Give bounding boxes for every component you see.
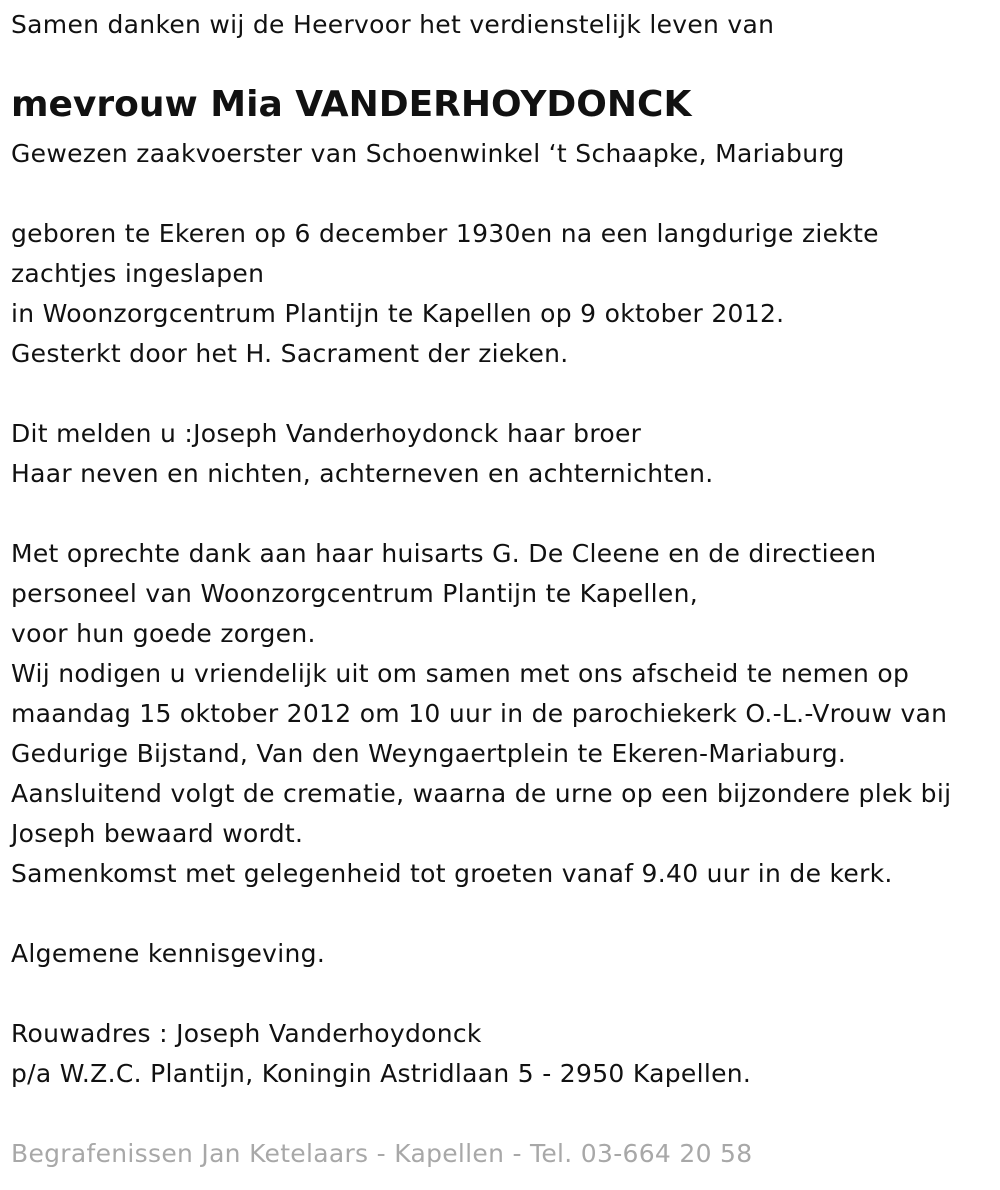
subtitle-text: Gewezen zaakvoerster van Schoenwinkel ‘t Schaapke, Mariaburg [11, 139, 845, 168]
thanks-line: Joseph bewaard wordt. [11, 819, 304, 848]
thanks-line: Samenkomst met gelegenheid tot groeten vanaf 9.40 uur in de kerk. [11, 859, 893, 888]
birth-line: Gesterkt door het H. Sacrament der zieken. [11, 339, 569, 368]
thanks-line: Wij nodigen u vriendelijk uit om samen met ons afscheid te nemen op [11, 659, 910, 688]
thanks-line: Met oprechte dank aan haar huisarts G. De Cleene en de directieen [11, 539, 877, 568]
thanks-line: Aansluitend volgt de crematie, waarna de urne op een bijzondere plek bij [11, 779, 952, 808]
funeral-home-footer: Begrafenissen Jan Ketelaars - Kapellen - Tel. 03-664 20 58 [11, 1139, 753, 1168]
birth-line: in Woonzorgcentrum Plantijn te Kapellen op 9 oktober 2012. [11, 299, 785, 328]
thanks-line: personeel van Woonzorgcentrum Plantijn te Kapellen, [11, 579, 698, 608]
address-line: Rouwadres : Joseph Vanderhoydonck [11, 1019, 482, 1048]
birth-line: geboren te Ekeren op 6 december 1930en na een langdurige ziekte [11, 219, 879, 248]
notice-text: Algemene kennisgeving. [11, 939, 326, 968]
family-line: Dit melden u :Joseph Vanderhoydonck haar broer [11, 419, 642, 448]
intro-text: Samen danken wij de Heervoor het verdienstelijk leven van [11, 10, 775, 39]
family-line: Haar neven en nichten, achterneven en achternichten. [11, 459, 714, 488]
birth-line: zachtjes ingeslapen [11, 259, 265, 288]
address-line: p/a W.Z.C. Plantijn, Koningin Astridlaan 5 - 2950 Kapellen. [11, 1059, 752, 1088]
thanks-line: voor hun goede zorgen. [11, 619, 316, 648]
thanks-line: maandag 15 oktober 2012 om 10 uur in de parochiekerk O.-L.-Vrouw van [11, 699, 948, 728]
deceased-name: mevrouw Mia VANDERHOYDONCK [11, 84, 692, 125]
thanks-line: Gedurige Bijstand, Van den Weyngaertplein te Ekeren-Mariaburg. [11, 739, 847, 768]
